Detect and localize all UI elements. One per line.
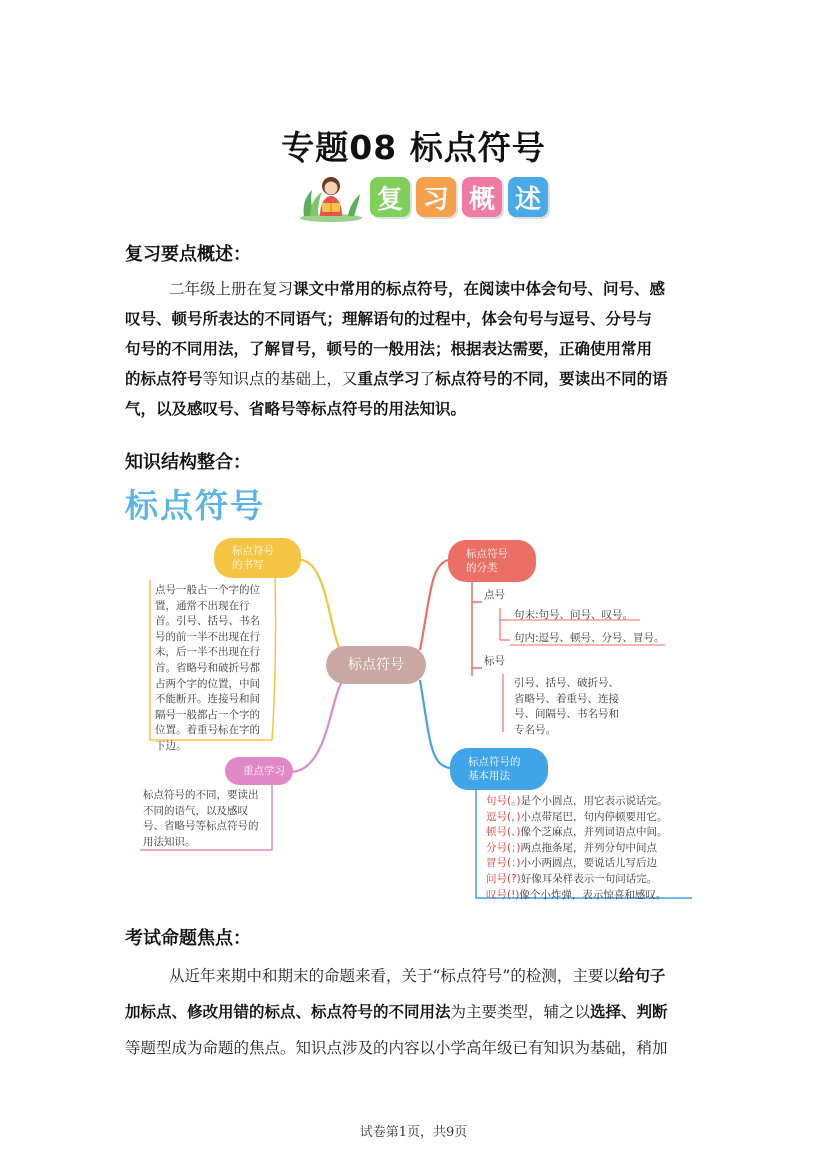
overview-line: 二年级上册在复习课文中常用的标点符号，在阅读中体会句号、问号、感 [169, 279, 666, 298]
classification-biaohao-label: 标号 [484, 655, 505, 667]
section-heading-exam-focus: 考试命题焦点： [125, 928, 251, 949]
banner-tile-1: 复 [370, 177, 410, 217]
usage-row: 逗号(，)小点带尾巴，句内停顿要用它。 [486, 810, 668, 823]
usage-row: 顿号(、)像个芝麻点，并列词语点中间。 [486, 826, 668, 839]
overview-line: 叹号、顿号所表达的不同语气；理解语句的过程中，体会句号与逗号、分号与 [125, 309, 653, 328]
banner-tile-4: 述 [508, 177, 548, 217]
mindmap-node-classification: 标点符号 的分类 [448, 540, 536, 582]
section-heading-structure: 知识结构整合： [125, 452, 251, 473]
overview-line: 气，以及感叹号、省略号等标点符号的用法知识。 [125, 399, 467, 418]
banner-tile-2: 习 [416, 177, 456, 217]
usage-row: 冒号(：)小小两圆点，要说话儿写后边 [486, 857, 657, 870]
classification-sentence-end: 句末:句号、问号、叹号。 [514, 609, 634, 621]
usage-list [486, 794, 696, 903]
classification-sentence-inner: 句内:逗号、顿号、分号、冒号。 [514, 632, 665, 644]
writing-rules-text: 点号一般占一个字的位 置，通常不出现在行 首。引号、括号、书名 号的前一半不出现在行 末，后一半不出现在行 首。省略号和破折号都 占两个字的位置，中间 不能断开。连接号和间 隔号一般都占一个字的 位置。着重号标在字的 下边。 [155, 584, 260, 752]
section-heading-overview: 复习要点概述： [125, 244, 251, 265]
usage-row: 叹号(!)像个小炸弹，表示惊喜和感叹。 [486, 888, 667, 901]
mindmap-node-focus: 重点学习 [225, 757, 293, 785]
page-title: 专题08 标点符号 [281, 128, 546, 167]
exam-focus-line: 加标点、修改用错的标点、标点符号的不同用法为主要类型，辅之以选择、判断 [125, 1002, 668, 1021]
mindmap-node-usage: 标点符号的 基本用法 [450, 748, 548, 790]
usage-row: 分号(；)两点拖条尾，并列分句中间点 [486, 841, 657, 854]
exam-focus-line: 从近年来期中和期末的命题来看，关于“标点符号”的检测，主要以给句子 [169, 966, 666, 985]
overview-line: 的标点符号等知识点的基础上，又重点学习了标点符号的不同，要读出不同的语 [125, 369, 668, 388]
classification-biaohao-text: 引号、括号、破折号、 省略号、着重号、连接 号、间隔号、书名号和 专名号。 [514, 677, 619, 736]
usage-row: 句号(。)是个小圆点，用它表示说话完。 [486, 795, 668, 807]
banner-tile-3: 概 [462, 177, 502, 217]
classification-dianhao-label: 点号 [484, 589, 505, 601]
mindmap-center-node: 标点符号 [326, 646, 426, 684]
page-footer: 试卷第1页，共9页 [359, 1125, 468, 1140]
mindmap-big-title: 标点符号 [125, 486, 265, 525]
overview-line: 句号的不同用法，了解冒号，顿号的一般用法；根据表达需要，正确使用常用 [125, 339, 653, 358]
exam-focus-paragraph [125, 958, 705, 1066]
focus-text: 标点符号的不同，要读出 不同的语气，以及感叹 号、省略号等标点符号的 用法知识。 [143, 789, 259, 848]
exam-focus-line: 等题型成为命题的焦点。知识点涉及的内容以小学高年级已有知识为基础，稍加 [125, 1039, 668, 1057]
usage-row: 问号(?)好像耳朵样表示一句问话完。 [486, 872, 658, 885]
mindmap-node-writing: 标点符号 的书写 [214, 538, 301, 578]
